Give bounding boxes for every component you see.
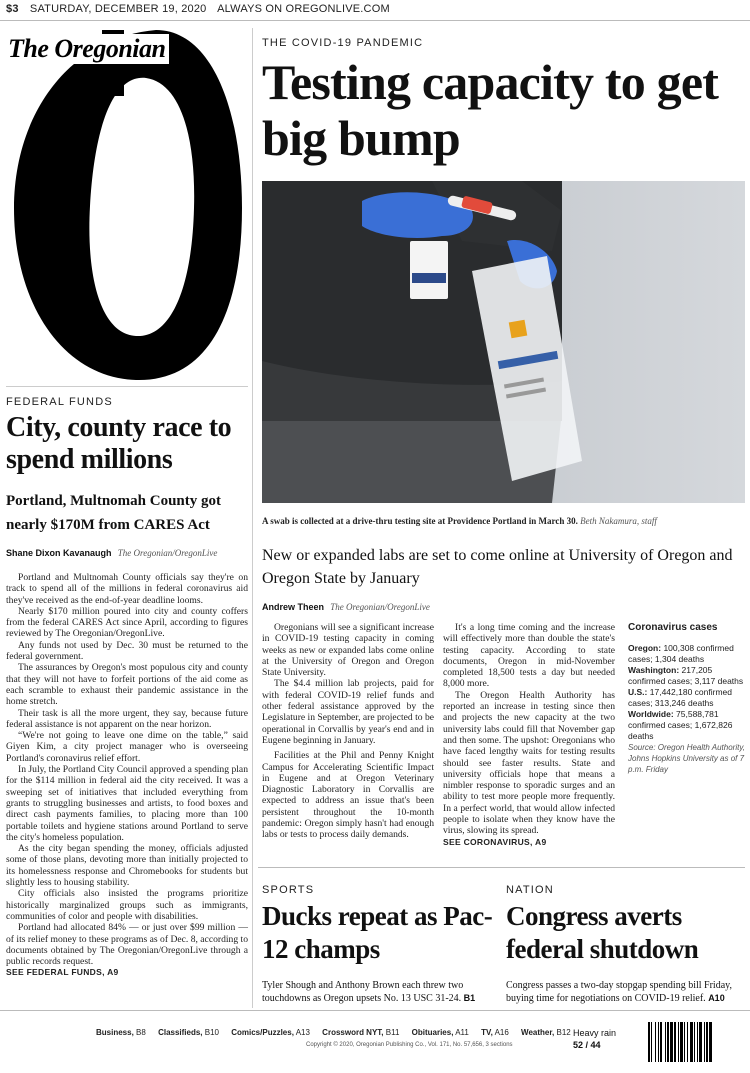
index-item-obituaries[interactable]: Obituaries, A11: [411, 1028, 469, 1037]
issue-date: SATURDAY, DECEMBER 19, 2020: [29, 3, 207, 15]
index-item-crossword[interactable]: Crossword NYT, B11: [322, 1028, 400, 1037]
photo-caption: [262, 516, 745, 526]
left-paragraph: Their task is all the more urgent, they say, because future federal assistance is not apparent on the near horizon.: [6, 707, 248, 730]
bottom-rule: [0, 1010, 750, 1011]
testing-swab-photo-icon: [262, 181, 745, 503]
lead-paragraph: The $4.4 million lab projects, paid for with federal COVID-19 relief funds and other federal assistance approved by the Legislature in September, are projected to be operational in Corvallis by year's end and in Eugene beginning in January.: [262, 678, 434, 746]
left-paragraph: Nearly $170 million poured into city and county coffers from the federal CARES Act since April, according to figures reviewed by The Oregonian/OregonLive.: [6, 605, 248, 640]
cases-source: Source: Oregon Health Authority, Johns Hopkins University as of 7 p.m. Friday: [628, 743, 745, 774]
weather-condition: Heavy rain: [573, 1028, 617, 1038]
left-paragraph: City officials also insisted the programs prioritize historically marginalized groups such as immigrants, communities of color and people with disabilities.: [6, 888, 248, 922]
lead-paragraph: The Oregon Health Authority has reported an increase in testing since then and projects the new capacity at the two university labs could fill that November gap and then some. The upshot: Oregonians who have faced lengthy waits for testing results should see faster results. State and university officials hope that means a nimbler response to sporadic surges and an ability to test more people more frequently. In a perfect world, that would allow infected people to isolate when they know have the virus, slowing its spread.: [443, 689, 615, 837]
index-item-classifieds[interactable]: Classifieds, B10: [158, 1028, 219, 1037]
left-paragraph: Portland and Multnomah County officials say they're on track to spend all of the millions in federal coronavirus aid they've received as the end-of-year deadline looms.: [6, 572, 248, 606]
cases-row-worldwide: Worldwide: 75,588,781 confirmed cases; 1,672,826 deaths: [628, 709, 733, 741]
index-item-weather[interactable]: Weather, B12: [521, 1028, 571, 1037]
cases-row-oregon: Oregon: 100,308 confirmed cases; 1,304 deaths: [628, 643, 734, 664]
oregonian-o-logo-icon: [6, 28, 244, 384]
lead-body-column-1: [262, 622, 434, 841]
cases-box-title: Coronavirus cases: [628, 622, 718, 633]
nation-body: [506, 980, 746, 1005]
index-item-business[interactable]: Business, B8: [96, 1028, 146, 1037]
price: $3: [6, 3, 19, 15]
lead-outlet: The Oregonian/OregonLive: [330, 602, 430, 612]
left-kicker: FEDERAL FUNDS: [6, 396, 113, 408]
left-paragraph: Any funds not used by Dec. 30 must be returned to the federal government.: [6, 639, 248, 663]
lead-paragraph: Oregonians will see a significant increase in COVID-19 testing capacity in coming weeks as new or expanded labs come online at the University of Oregon and Oregon State University.: [262, 622, 434, 679]
cases-row-washington: Washington: 217,205 confirmed cases; 3,117 deaths: [628, 665, 744, 686]
cases-row-us: U.S.: 17,442,180 confirmed cases; 313,246 deaths: [628, 687, 732, 708]
left-paragraph: As the city began spending the money, officials adjusted some of those plans, devoting more than initially projected to its homelessness response and Chromebooks for students but slightly less to housing stability.: [6, 843, 248, 889]
left-body: [6, 572, 248, 979]
lead-deck: New or expanded labs are set to come online at University of Oregon and Oregon State by January: [262, 547, 733, 587]
photo-credit: Beth Nakamura, staff: [580, 516, 657, 526]
left-paragraph: “We're not going to leave one dime on the table,” said Giyen Kim, a city project manager who is overseeing Portland's coronavirus relief effort.: [6, 730, 248, 764]
left-author: Shane Dixon Kavanaugh: [6, 548, 112, 558]
left-headline[interactable]: City, county race to spend millions: [6, 412, 232, 475]
section-index: [96, 1028, 581, 1037]
barcode-icon: [640, 1020, 746, 1070]
lead-kicker: THE COVID-19 PANDEMIC: [262, 37, 424, 49]
lead-photo: [262, 181, 745, 503]
nation-kicker: NATION: [506, 884, 554, 896]
lead-author: Andrew Theen: [262, 602, 325, 612]
nation-summary: Congress passes a two-day stopgap spending bill Friday, buying time for negotiations on COVID-19 relief.: [506, 980, 732, 1004]
lead-headline[interactable]: Testing capacity to get big bump: [262, 54, 719, 166]
index-item-comics[interactable]: Comics/Puzzles, A13: [231, 1028, 310, 1037]
lead-jump-link[interactable]: SEE CORONAVIRUS, A9: [443, 836, 547, 847]
left-outlet: The Oregonian/OregonLive: [117, 548, 218, 558]
weather-temps: 52 / 44: [573, 1040, 601, 1050]
weather-box: [573, 1027, 616, 1051]
masthead-name[interactable]: The Oregonian: [8, 34, 169, 64]
lead-paragraph: Facilities at the Phil and Penny Knight Campus for Accelerating Scientific Impact in Eugene and at Oregon Veterinary Diagnostic Laboratory in Corvallis are expected to address an issue that's been persistent throughout the 10-month pandemic: Oregon simply hasn't had enough labs or tests to process daily demands.: [262, 750, 434, 841]
left-paragraph: Portland had allocated 84% — or just over $99 million — of its relief money to these programs as of Dec. 8, according to documents obtained by The Oregonian/OregonLive through a public records request.: [6, 922, 248, 968]
left-paragraph: The assurances by Oregon's most populous city and county that they will not have to forfeit portions of the aid come as each scramble to exhaust their pandemic assistance in the home stretch.: [6, 662, 248, 708]
index-item-tv[interactable]: TV, A16: [481, 1028, 509, 1037]
sports-headline[interactable]: Ducks repeat as Pac-12 champs: [262, 901, 493, 964]
left-paragraph: In July, the Portland City Council approved a spending plan for the $114 million in federal aid the city received. It was a sweeping set of initiatives that included everything from grants to struggling businesses and artists, to food boxes and direct cash payments families, to placing more than 100 portable toilets and hygiene stations around Portland to serve the city's homeless population.: [6, 764, 248, 843]
coronavirus-cases-box: [628, 622, 745, 775]
nation-jump-link[interactable]: A10: [708, 993, 725, 1003]
left-jump-link[interactable]: SEE FEDERAL FUNDS, A9: [6, 967, 119, 978]
copyright: Copyright © 2020, Oregonian Publishing Co., Vol. 171, No. 57,656, 3 sections: [306, 1042, 513, 1048]
left-byline: [6, 548, 217, 558]
nation-headline[interactable]: Congress averts federal shutdown: [506, 901, 699, 964]
sports-summary: Tyler Shough and Anthony Brown each threw two touchdowns as Oregon upsets No. 13 USC 31-24.: [262, 980, 464, 1004]
left-deck: Portland, Multnomah County got nearly $170M from CARES Act: [6, 493, 222, 533]
sports-jump-link[interactable]: B1: [463, 993, 476, 1003]
sports-body: [262, 980, 497, 1005]
caption-text: A swab is collected at a drive-thru testing site at Providence Portland in March 30.: [262, 516, 578, 526]
left-rule: [6, 386, 248, 387]
sports-kicker: SPORTS: [262, 884, 315, 896]
tagline: ALWAYS ON OREGONLIVE.COM: [217, 3, 390, 15]
lead-paragraph: It's a long time coming and the increase will effectively more than double the state's testing capacity. According to state documents, Oregon in mid-November completed 18,500 tests a day but needed 8,000 more.: [443, 622, 615, 690]
column-divider: [252, 28, 253, 1008]
mid-rule: [258, 867, 745, 868]
top-rule: [0, 20, 750, 21]
top-bar: [6, 3, 398, 15]
lead-body-column-2: [443, 622, 615, 848]
lead-byline: [262, 602, 430, 612]
